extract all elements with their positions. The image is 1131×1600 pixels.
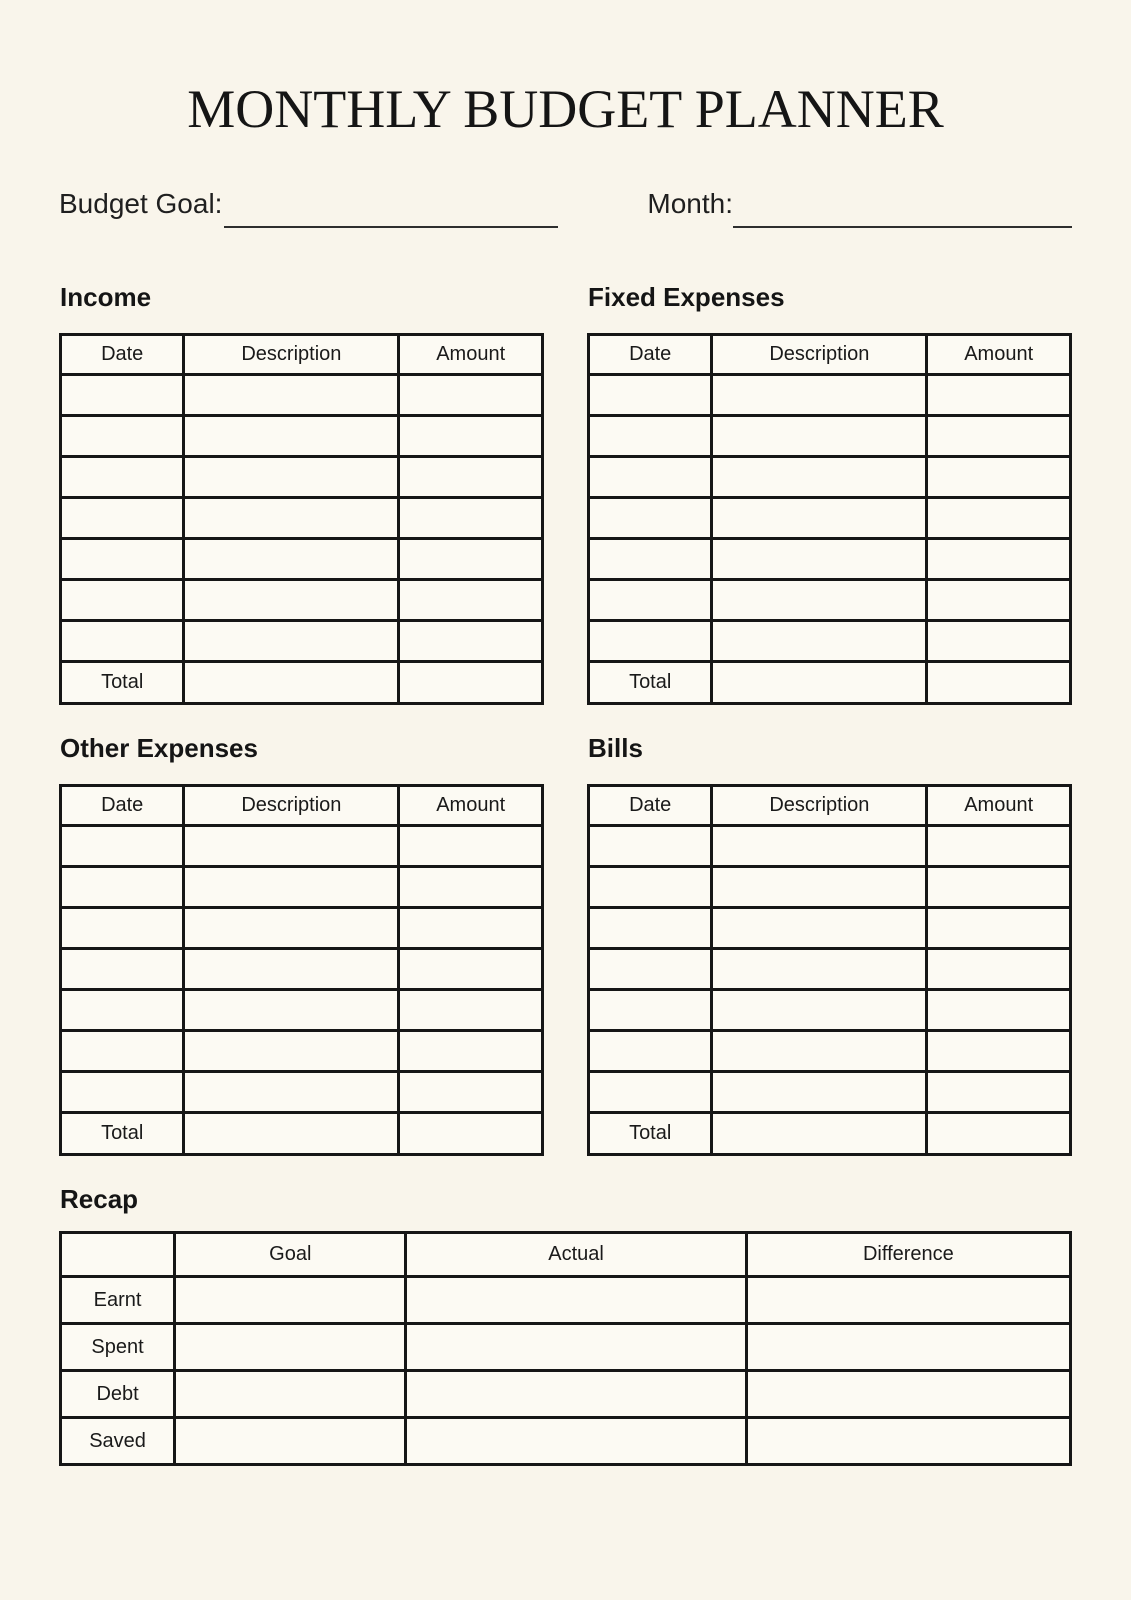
amount-cell[interactable] bbox=[927, 949, 1071, 990]
section-fixed-expenses bbox=[587, 282, 1072, 705]
column-header-amount: Amount bbox=[399, 335, 543, 375]
recap-actual-cell[interactable] bbox=[406, 1371, 746, 1418]
blank-entry-row bbox=[61, 826, 543, 867]
table-header-row bbox=[61, 335, 543, 375]
date-cell[interactable] bbox=[61, 580, 184, 621]
blank-entry-row bbox=[61, 457, 543, 498]
recap-row-debt bbox=[61, 1371, 1071, 1418]
column-header-date: Date bbox=[61, 786, 184, 826]
blank-entry-row bbox=[589, 949, 1071, 990]
column-header-actual: Actual bbox=[406, 1233, 746, 1277]
description-cell[interactable] bbox=[184, 826, 399, 867]
date-cell[interactable] bbox=[589, 990, 712, 1031]
date-cell[interactable] bbox=[589, 908, 712, 949]
fixed-expenses-table bbox=[587, 333, 1072, 705]
section-title-recap: Recap bbox=[60, 1184, 139, 1215]
description-cell[interactable] bbox=[184, 867, 399, 908]
total-label-cell: Total bbox=[589, 1113, 712, 1155]
description-cell[interactable] bbox=[712, 457, 927, 498]
section-bills bbox=[587, 733, 1072, 1156]
blank-entry-row bbox=[589, 1072, 1071, 1113]
date-cell[interactable] bbox=[589, 498, 712, 539]
date-cell[interactable] bbox=[61, 908, 184, 949]
amount-cell[interactable] bbox=[927, 457, 1071, 498]
recap-row-label: Spent bbox=[61, 1324, 175, 1371]
date-cell[interactable] bbox=[589, 1031, 712, 1072]
amount-cell[interactable] bbox=[927, 908, 1071, 949]
amount-cell[interactable] bbox=[399, 949, 543, 990]
recap-goal-cell[interactable] bbox=[175, 1277, 406, 1324]
column-header-description: Description bbox=[184, 786, 399, 826]
recap-row-spent bbox=[61, 1324, 1071, 1371]
description-cell[interactable] bbox=[712, 908, 927, 949]
blank-entry-row bbox=[61, 580, 543, 621]
recap-row-label: Saved bbox=[61, 1418, 175, 1465]
other-expenses-table bbox=[59, 784, 544, 1156]
total-row bbox=[61, 1113, 543, 1155]
blank-entry-row bbox=[61, 498, 543, 539]
amount-cell[interactable] bbox=[927, 498, 1071, 539]
blank-entry-row bbox=[589, 621, 1071, 662]
date-cell[interactable] bbox=[61, 498, 184, 539]
column-header-difference: Difference bbox=[746, 1233, 1070, 1277]
recap-header-row bbox=[61, 1233, 1071, 1277]
month-label: Month: bbox=[647, 188, 733, 219]
date-cell[interactable] bbox=[61, 621, 184, 662]
recap-actual-cell[interactable] bbox=[406, 1418, 746, 1465]
amount-cell[interactable] bbox=[399, 867, 543, 908]
blank-entry-row bbox=[61, 621, 543, 662]
recap-row-label: Earnt bbox=[61, 1277, 175, 1324]
total-row bbox=[589, 662, 1071, 704]
amount-cell[interactable] bbox=[399, 990, 543, 1031]
recap-goal-cell[interactable] bbox=[175, 1371, 406, 1418]
description-cell[interactable] bbox=[184, 457, 399, 498]
section-title-income: Income bbox=[60, 282, 152, 313]
amount-cell[interactable] bbox=[927, 375, 1071, 416]
recap-difference-cell[interactable] bbox=[746, 1324, 1070, 1371]
column-header-date: Date bbox=[589, 335, 712, 375]
date-cell[interactable] bbox=[61, 1031, 184, 1072]
total-label-cell: Total bbox=[61, 662, 184, 704]
blank-entry-row bbox=[589, 908, 1071, 949]
date-cell[interactable] bbox=[589, 539, 712, 580]
date-cell[interactable] bbox=[61, 949, 184, 990]
description-cell[interactable] bbox=[184, 990, 399, 1031]
description-cell[interactable] bbox=[712, 990, 927, 1031]
description-cell[interactable] bbox=[184, 580, 399, 621]
description-cell[interactable] bbox=[184, 1072, 399, 1113]
date-cell[interactable] bbox=[589, 867, 712, 908]
blank-entry-row bbox=[61, 375, 543, 416]
amount-cell[interactable] bbox=[927, 580, 1071, 621]
blank-entry-row bbox=[589, 990, 1071, 1031]
header-fields bbox=[59, 188, 1072, 220]
column-header-date: Date bbox=[61, 335, 184, 375]
amount-cell[interactable] bbox=[927, 416, 1071, 457]
date-cell[interactable] bbox=[61, 416, 184, 457]
date-cell[interactable] bbox=[61, 457, 184, 498]
section-title-fixed-expenses: Fixed Expenses bbox=[588, 282, 785, 313]
total-description-cell[interactable] bbox=[184, 662, 399, 704]
amount-cell[interactable] bbox=[399, 1072, 543, 1113]
description-cell[interactable] bbox=[712, 539, 927, 580]
blank-entry-row bbox=[61, 990, 543, 1031]
recap-row-earnt bbox=[61, 1277, 1071, 1324]
blank-entry-row bbox=[589, 867, 1071, 908]
recap-actual-cell[interactable] bbox=[406, 1277, 746, 1324]
column-header-description: Description bbox=[184, 335, 399, 375]
blank-entry-row bbox=[61, 539, 543, 580]
total-amount-cell[interactable] bbox=[399, 662, 543, 704]
bills-table bbox=[587, 784, 1072, 1156]
recap-goal-cell[interactable] bbox=[175, 1418, 406, 1465]
section-title-bills: Bills bbox=[588, 733, 643, 764]
recap-difference-cell[interactable] bbox=[746, 1277, 1070, 1324]
description-cell[interactable] bbox=[712, 826, 927, 867]
blank-entry-row bbox=[589, 416, 1071, 457]
amount-cell[interactable] bbox=[399, 416, 543, 457]
amount-cell[interactable] bbox=[927, 539, 1071, 580]
amount-cell[interactable] bbox=[399, 580, 543, 621]
column-header-amount: Amount bbox=[399, 786, 543, 826]
section-income bbox=[59, 282, 544, 705]
description-cell[interactable] bbox=[184, 498, 399, 539]
amount-cell[interactable] bbox=[927, 867, 1071, 908]
section-recap bbox=[59, 1184, 1072, 1466]
column-header-date: Date bbox=[589, 786, 712, 826]
budget-goal-line[interactable] bbox=[224, 198, 558, 228]
amount-cell[interactable] bbox=[399, 1031, 543, 1072]
date-cell[interactable] bbox=[61, 826, 184, 867]
description-cell[interactable] bbox=[712, 498, 927, 539]
amount-cell[interactable] bbox=[399, 621, 543, 662]
date-cell[interactable] bbox=[589, 949, 712, 990]
page-title: MONTHLY BUDGET PLANNER bbox=[187, 79, 944, 139]
tables-row-2 bbox=[59, 733, 1072, 1156]
date-cell[interactable] bbox=[589, 621, 712, 662]
budget-goal-label: Budget Goal: bbox=[59, 188, 223, 219]
blank-entry-row bbox=[589, 498, 1071, 539]
total-description-cell[interactable] bbox=[712, 1113, 927, 1155]
column-header-goal: Goal bbox=[175, 1233, 406, 1277]
blank-entry-row bbox=[61, 867, 543, 908]
blank-entry-row bbox=[589, 580, 1071, 621]
section-other-expenses bbox=[59, 733, 544, 1156]
table-header-row bbox=[61, 786, 543, 826]
date-cell[interactable] bbox=[589, 457, 712, 498]
description-cell[interactable] bbox=[184, 416, 399, 457]
total-label-cell: Total bbox=[61, 1113, 184, 1155]
description-cell[interactable] bbox=[712, 580, 927, 621]
column-header-description: Description bbox=[712, 335, 927, 375]
blank-entry-row bbox=[61, 908, 543, 949]
recap-goal-cell[interactable] bbox=[175, 1324, 406, 1371]
blank-entry-row bbox=[589, 1031, 1071, 1072]
total-description-cell[interactable] bbox=[712, 662, 927, 704]
month-field bbox=[647, 188, 1072, 220]
amount-cell[interactable] bbox=[399, 826, 543, 867]
description-cell[interactable] bbox=[712, 949, 927, 990]
recap-difference-cell[interactable] bbox=[746, 1418, 1070, 1465]
description-cell[interactable] bbox=[184, 375, 399, 416]
date-cell[interactable] bbox=[589, 416, 712, 457]
tables-row-1 bbox=[59, 282, 1072, 705]
date-cell[interactable] bbox=[61, 1072, 184, 1113]
amount-cell[interactable] bbox=[399, 457, 543, 498]
income-table bbox=[59, 333, 544, 705]
description-cell[interactable] bbox=[184, 908, 399, 949]
section-title-other-expenses: Other Expenses bbox=[60, 733, 258, 764]
blank-entry-row bbox=[61, 949, 543, 990]
description-cell[interactable] bbox=[712, 1031, 927, 1072]
month-line[interactable] bbox=[733, 198, 1072, 228]
date-cell[interactable] bbox=[589, 375, 712, 416]
recap-row-label: Debt bbox=[61, 1371, 175, 1418]
table-header-row bbox=[589, 786, 1071, 826]
amount-cell[interactable] bbox=[927, 826, 1071, 867]
blank-entry-row bbox=[589, 375, 1071, 416]
blank-entry-row bbox=[589, 826, 1071, 867]
description-cell[interactable] bbox=[712, 1072, 927, 1113]
description-cell[interactable] bbox=[184, 1031, 399, 1072]
description-cell[interactable] bbox=[184, 539, 399, 580]
recap-actual-cell[interactable] bbox=[406, 1324, 746, 1371]
date-cell[interactable] bbox=[589, 1072, 712, 1113]
date-cell[interactable] bbox=[61, 867, 184, 908]
date-cell[interactable] bbox=[61, 375, 184, 416]
recap-row-saved bbox=[61, 1418, 1071, 1465]
amount-cell[interactable] bbox=[927, 1072, 1071, 1113]
amount-cell[interactable] bbox=[399, 375, 543, 416]
column-header-description: Description bbox=[712, 786, 927, 826]
amount-cell[interactable] bbox=[399, 908, 543, 949]
recap-corner-cell bbox=[61, 1233, 175, 1277]
amount-cell[interactable] bbox=[927, 990, 1071, 1031]
table-header-row bbox=[589, 335, 1071, 375]
budget-goal-field bbox=[59, 188, 558, 220]
date-cell[interactable] bbox=[589, 580, 712, 621]
description-cell[interactable] bbox=[184, 621, 399, 662]
description-cell[interactable] bbox=[184, 949, 399, 990]
amount-cell[interactable] bbox=[927, 621, 1071, 662]
column-header-amount: Amount bbox=[927, 786, 1071, 826]
amount-cell[interactable] bbox=[399, 539, 543, 580]
total-description-cell[interactable] bbox=[184, 1113, 399, 1155]
description-cell[interactable] bbox=[712, 621, 927, 662]
total-amount-cell[interactable] bbox=[927, 1113, 1071, 1155]
date-cell[interactable] bbox=[61, 539, 184, 580]
blank-entry-row bbox=[61, 1072, 543, 1113]
recap-difference-cell[interactable] bbox=[746, 1371, 1070, 1418]
date-cell[interactable] bbox=[61, 990, 184, 1031]
description-cell[interactable] bbox=[712, 867, 927, 908]
amount-cell[interactable] bbox=[927, 1031, 1071, 1072]
column-header-amount: Amount bbox=[927, 335, 1071, 375]
total-row bbox=[589, 1113, 1071, 1155]
date-cell[interactable] bbox=[589, 826, 712, 867]
blank-entry-row bbox=[61, 416, 543, 457]
total-amount-cell[interactable] bbox=[927, 662, 1071, 704]
total-label-cell: Total bbox=[589, 662, 712, 704]
blank-entry-row bbox=[61, 1031, 543, 1072]
recap-table bbox=[59, 1231, 1072, 1466]
total-row bbox=[61, 662, 543, 704]
amount-cell[interactable] bbox=[399, 498, 543, 539]
blank-entry-row bbox=[589, 457, 1071, 498]
description-cell[interactable] bbox=[712, 416, 927, 457]
description-cell[interactable] bbox=[712, 375, 927, 416]
blank-entry-row bbox=[589, 539, 1071, 580]
total-amount-cell[interactable] bbox=[399, 1113, 543, 1155]
